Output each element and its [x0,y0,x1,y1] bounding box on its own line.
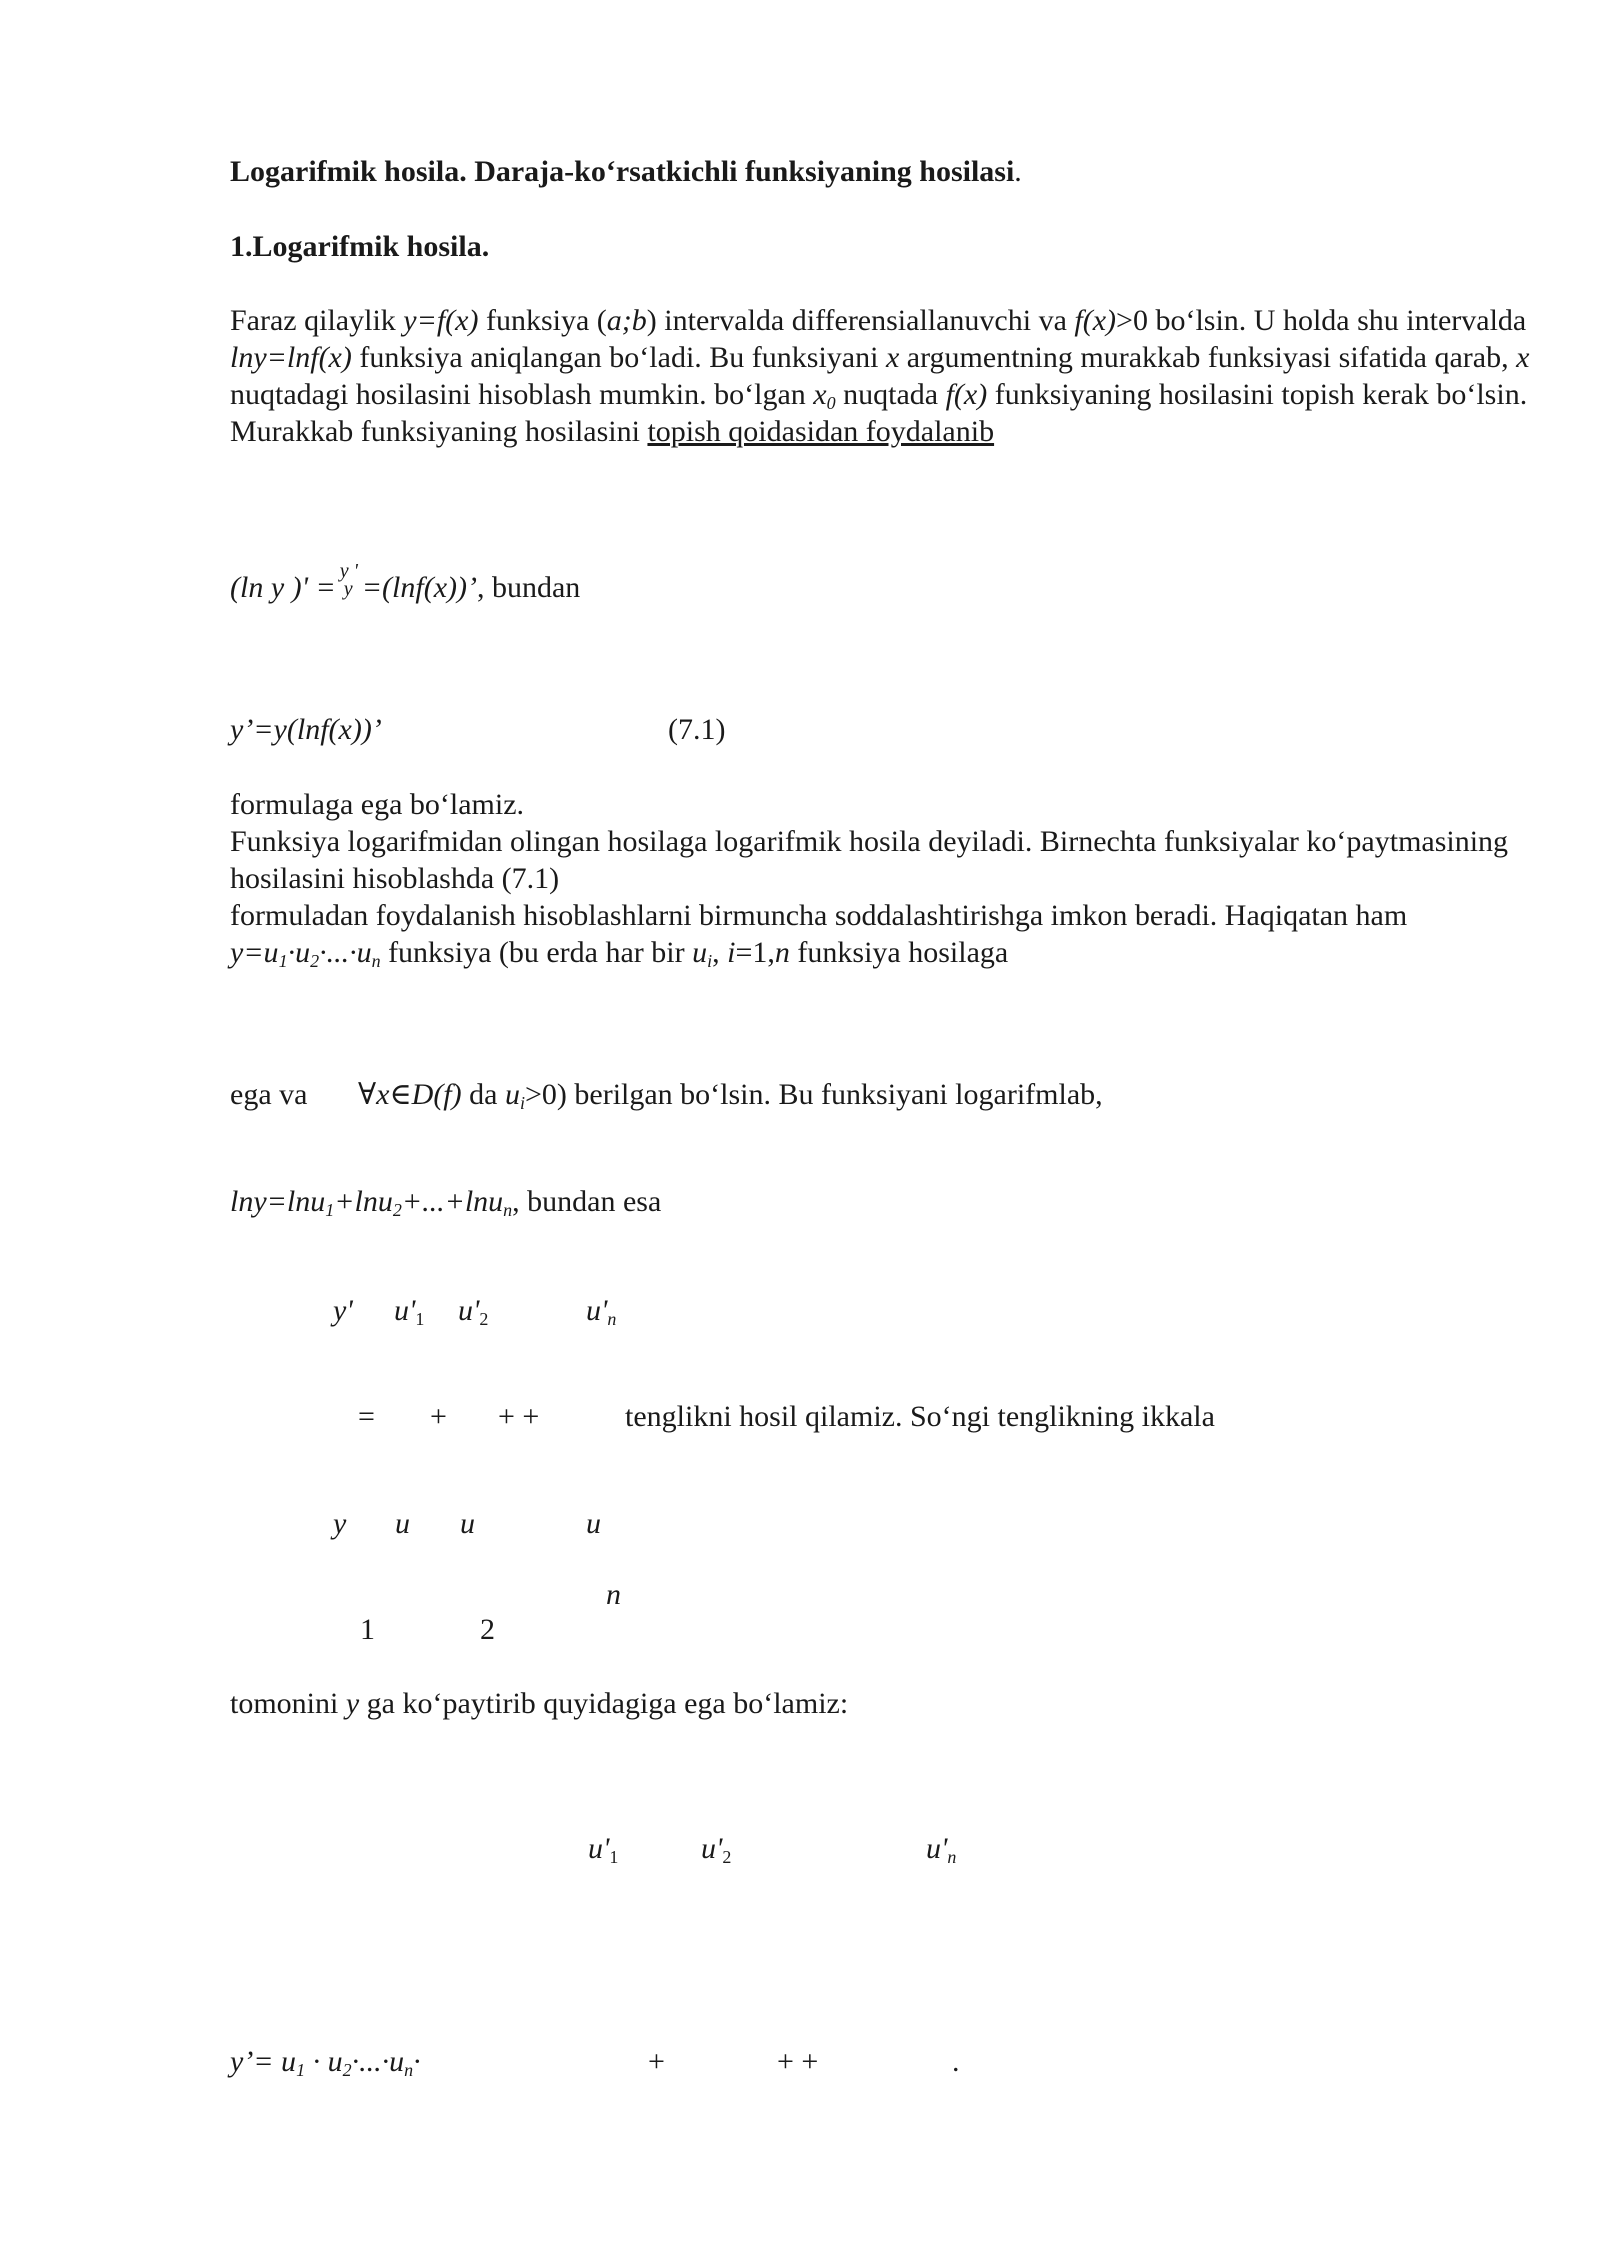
product-paragraph: formulaga ega bo‘lamiz. Funksiya logarifmidan olingan hosilaga logarifmik hosila deyiladi. Birnechta funksiyalar ko‘paytmasining hosilasini hisoblashda (7.1) formuladan foydalanish hisoblashlarni birmuncha soddalashtirishga imkon beradi. Haqiqatan ham $y=u_1\cdot u_2\cdot...\cdot u_n$ funksiya (bu erda har bir $u_i$, i=1,n funksiya hosilaga [230,788,1509,971]
equation-explanation: tenglikni hosil qilamiz. So‘ngi tenglikning ikkala [625,1400,1215,1433]
section-heading: 1.Logarifmik hosila. [230,230,490,263]
log-sum-formula: lny=lnu$_1$+lnu$_2$+...+lnu$_n$, bundan esa [230,1185,662,1220]
domain-condition: ∀x∈D(f) da $u_i>0$) berilgan bo‘lsin. Bu funksiyani logarifmlab, [358,1078,1103,1113]
formula-ln-derivative: (ln y )' = y ' y =(lnf(x))’, bundan [230,560,581,604]
formula-7-1: y’=y(lnf(x))’ [230,713,382,746]
rule-link[interactable]: topish qoidasidan foydalanib [647,415,995,448]
formula-number-7-1: (7.1) [668,713,726,746]
multiply-text: tomonini y ga ko‘paytirib quyidagiga ega bo‘lamiz: [230,1687,849,1720]
document-title: Logarifmik hosila. Daraja-ko‘rsatkichli funksiyaning hosilasi. [230,155,1022,188]
ega-va-text: ega va [230,1078,308,1111]
intro-paragraph: Faraz qilaylik y=f(x) funksiya (a;b) intervalda differensiallanuvchi va f(x)>0 bo‘lsin. U holda shu intervalda lny=lnf(x) funksiya aniqlangan bo‘ladi. Bu funksiyani x argumentning murakkab funksiyasi sifatida qarab, x nuqtadagi hosilasini hisoblash mumkin. bo‘lgan $x_0$ nuqtada f(x) funksiyaning hosilasini topish kerak bo‘lsin. Murakkab funksiyaning hosilasini topish qoidasidan foydalanib [230,304,1530,448]
